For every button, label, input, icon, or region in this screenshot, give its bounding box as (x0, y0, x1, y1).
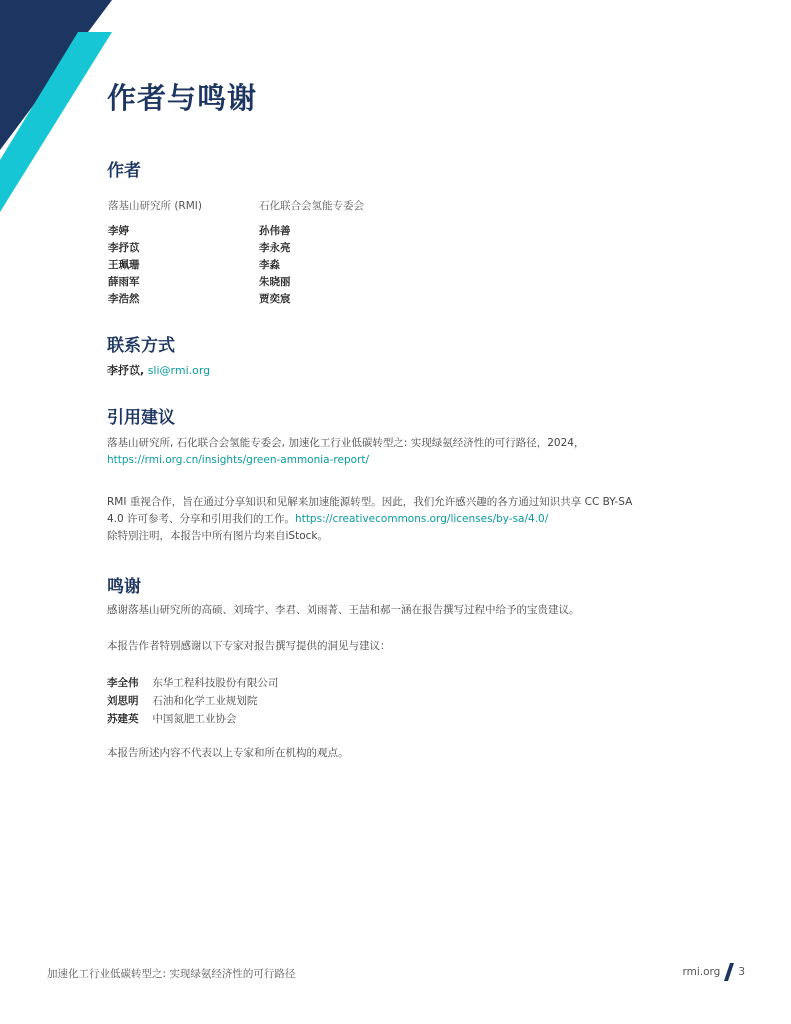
expert-row (107, 692, 278, 710)
footer-title: 加速化工行业低碳转型之: 实现绿氨经济性的可行路径 (47, 968, 296, 980)
org-left: 落基山研究所 (RMI) (108, 200, 202, 212)
ack-para-1: 感谢落基山研究所的高硕、刘琦宇、李君、刘雨菁、王喆和郝一涵在报告撰写过程中给予的宝贵建议。 (107, 604, 580, 616)
license-line-1: RMI 重视合作，旨在通过分享知识和见解来加速能源转型。因此，我们允许感兴趣的各方通过知识共享 CC BY-SA (107, 496, 633, 508)
expert-org: 中国氮肥工业协会 (152, 713, 237, 725)
acknowledgments-heading: 鸣谢 (107, 577, 141, 597)
contact-line (107, 362, 210, 379)
page-number: 3 (738, 966, 745, 978)
author-name: 李抒苡 (108, 242, 140, 254)
page-title: 作者与鸣谢 (107, 81, 258, 115)
license-block (107, 494, 707, 545)
ack-para-2: 本报告作者特别感谢以下专家对报告撰写提供的洞见与建议： (107, 640, 391, 652)
contact-name: 李抒苡, (107, 364, 145, 377)
slash-icon (724, 963, 734, 981)
expert-row (107, 674, 278, 692)
expert-org: 东华工程科技股份有限公司 (152, 677, 279, 689)
license-line-3: 除特别注明，本报告中所有图片均来自iStock。 (107, 530, 328, 542)
contact-email-link[interactable]: sli@rmi.org (147, 364, 211, 377)
author-name: 贾奕宸 (259, 293, 291, 305)
author-name: 朱晓丽 (259, 276, 291, 288)
authors-heading: 作者 (107, 161, 141, 181)
expert-row (107, 710, 278, 728)
footer-page-info (682, 963, 745, 981)
author-name: 孙伟善 (259, 225, 291, 237)
author-name: 李淼 (259, 259, 280, 271)
contact-heading: 联系方式 (107, 336, 175, 356)
author-name: 薛雨军 (108, 276, 140, 288)
citation-text-block (107, 435, 707, 469)
license-link[interactable]: https://creativecommons.org/licenses/by-sa/4.0/ (295, 513, 549, 525)
authors-left-column (108, 198, 202, 308)
expert-name: 李全伟 (107, 677, 139, 689)
authors-right-column (259, 198, 364, 308)
org-right: 石化联合会氢能专委会 (259, 200, 364, 212)
expert-name: 刘思明 (107, 695, 139, 707)
author-name: 李浩然 (108, 293, 140, 305)
citation-link[interactable]: https://rmi.org.cn/insights/green-ammonia-report/ (107, 454, 370, 466)
footer-site: rmi.org (682, 966, 721, 978)
citation-heading: 引用建议 (107, 408, 175, 428)
expert-name: 苏建英 (107, 713, 139, 725)
ack-para-3: 本报告所述内容不代表以上专家和所在机构的观点。 (107, 747, 349, 759)
corner-decoration (0, 0, 120, 220)
expert-org: 石油和化学工业规划院 (152, 695, 258, 707)
author-name: 王珮珊 (108, 259, 140, 271)
author-name: 李婷 (108, 225, 129, 237)
author-name: 李永亮 (259, 242, 291, 254)
citation-text: 落基山研究所, 石化联合会氢能专委会, 加速化工行业低碳转型之: 实现绿氨经济性的可行路径，2024， (107, 437, 585, 449)
expert-list (107, 674, 278, 728)
license-line-2: 4.0 许可参考、分享和引用我们的工作。 (107, 513, 296, 525)
